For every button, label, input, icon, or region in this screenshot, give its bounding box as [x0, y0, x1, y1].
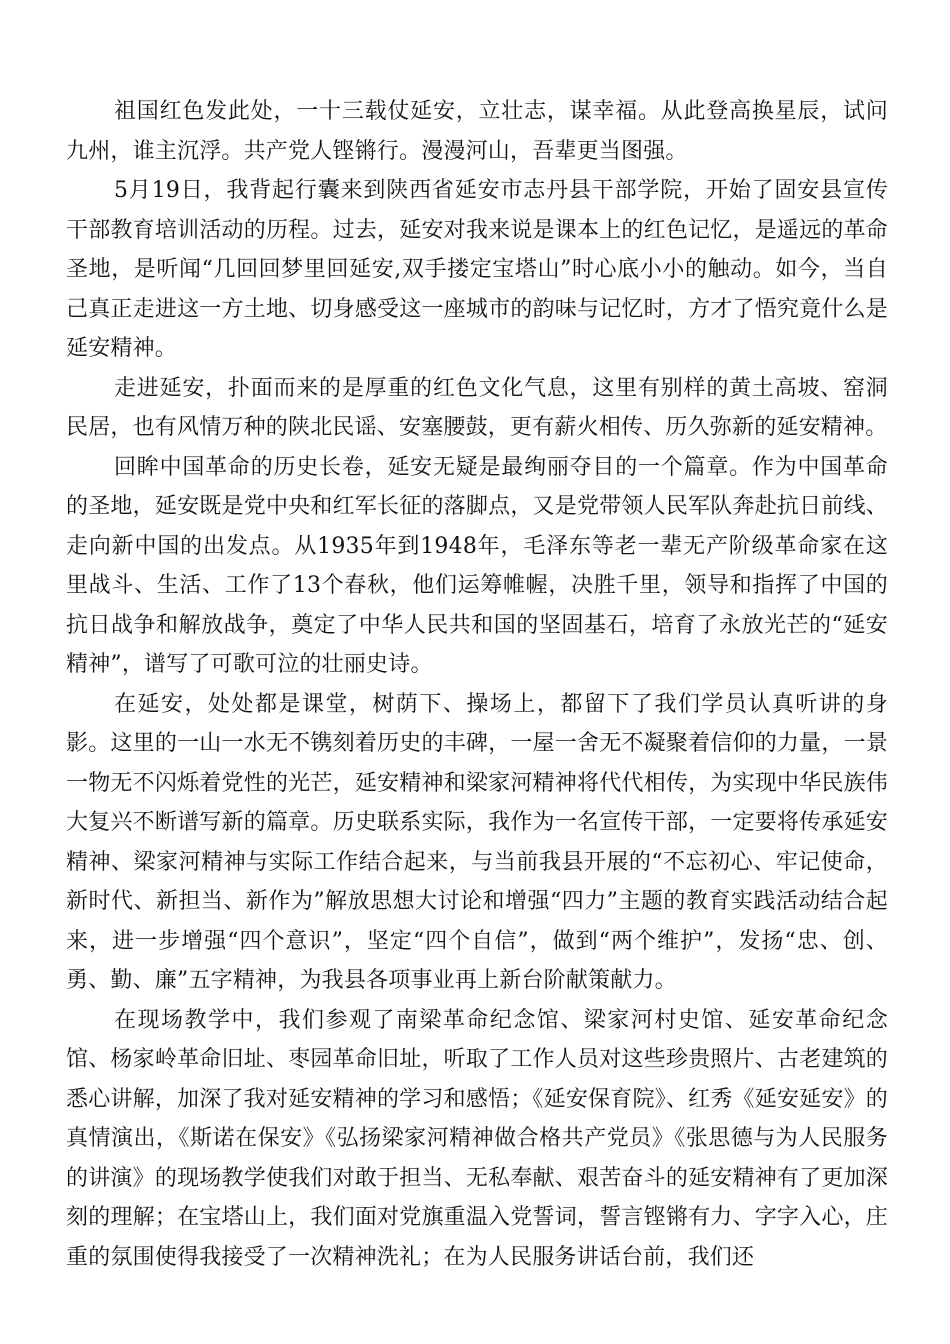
paragraph: 祖国红色发此处，一十三载仗延安，立壮志，谋幸福。从此登高换星辰，试问九州，谁主沉浮。共产党人铿锵行。漫漫河山，吾辈更当图强。	[66, 99, 888, 164]
paragraph: 走进延安，扑面而来的是厚重的红色文化气息，这里有别样的黄土高坡、窑洞民居，也有风情万种的陕北民谣、安塞腰鼓，更有薪火相传、历久弥新的延安精神。	[66, 375, 888, 440]
paragraph: 在现场教学中，我们参观了南梁革命纪念馆、梁家河村史馆、延安革命纪念馆、杨家岭革命旧址、枣园革命旧址，听取了工作人员对这些珍贵照片、古老建筑的悉心讲解，加深了我对延安精神的学习和感悟；《延安保育院》、红秀《延安延安》的真情演出，《斯诺在保安》《弘扬梁家河精神做合格共产党员》《张思德与为人民服务的讲演》的现场教学使我们对敢于担当、无私奉献、艰苦奋斗的延安精神有了更加深刻的理解；在宝塔山上，我们面对党旗重温入党誓词，誓言铿锵有力、字字入心，庄重的氛围使得我接受了一次精神洗礼；在为人民服务讲话台前，我们还	[66, 1007, 888, 1270]
paragraph: 在延安，处处都是课堂，树荫下、操场上，都留下了我们学员认真听讲的身影。这里的一山一水无不镌刻着历史的丰碑，一屋一舍无不凝聚着信仰的力量，一景一物无不闪烁着党性的光芒，延安精神和梁家河精神将代代相传，为实现中华民族伟大复兴不断谱写新的篇章。历史联系实际，我作为一名宣传干部，一定要将传承延安精神、梁家河精神与实际工作结合起来，与当前我县开展的“不忘初心、牢记使命，新时代、新担当、新作为”解放思想大讨论和增强“四力”主题的教育实践活动结合起来，进一步增强“四个意识”，坚定“四个自信”，做到“两个维护”，发扬“忠、创、勇、勤、廉”五字精神，为我县各项事业再上新台阶献策献力。	[66, 691, 888, 993]
paragraph: 回眸中国革命的历史长卷，延安无疑是最绚丽夺目的一个篇章。作为中国革命的圣地，延安既是党中央和红军长征的落脚点，又是党带领人民军队奔赴抗日前线、走向新中国的出发点。从1935年到1948年，毛泽东等老一辈无产阶级革命家在这里战斗、生活、工作了13个春秋，他们运筹帷幄，决胜千里，领导和指挥了中国的抗日战争和解放战争，奠定了中华人民共和国的坚固基石，培育了永放光芒的“延安精神”，谱写了可歌可泣的壮丽史诗。	[66, 454, 888, 677]
document-body	[66, 92, 888, 1277]
paragraph: 5月19日，我背起行囊来到陕西省延安市志丹县干部学院，开始了固安县宣传干部教育培训活动的历程。过去，延安对我来说是课本上的红色记忆，是遥远的革命圣地，是听闻“几回回梦里回延安,双手搂定宝塔山”时心底小小的触动。如今，当自己真正走进这一方土地、切身感受这一座城市的韵味与记忆时，方才了悟究竟什么是延安精神。	[66, 178, 888, 361]
